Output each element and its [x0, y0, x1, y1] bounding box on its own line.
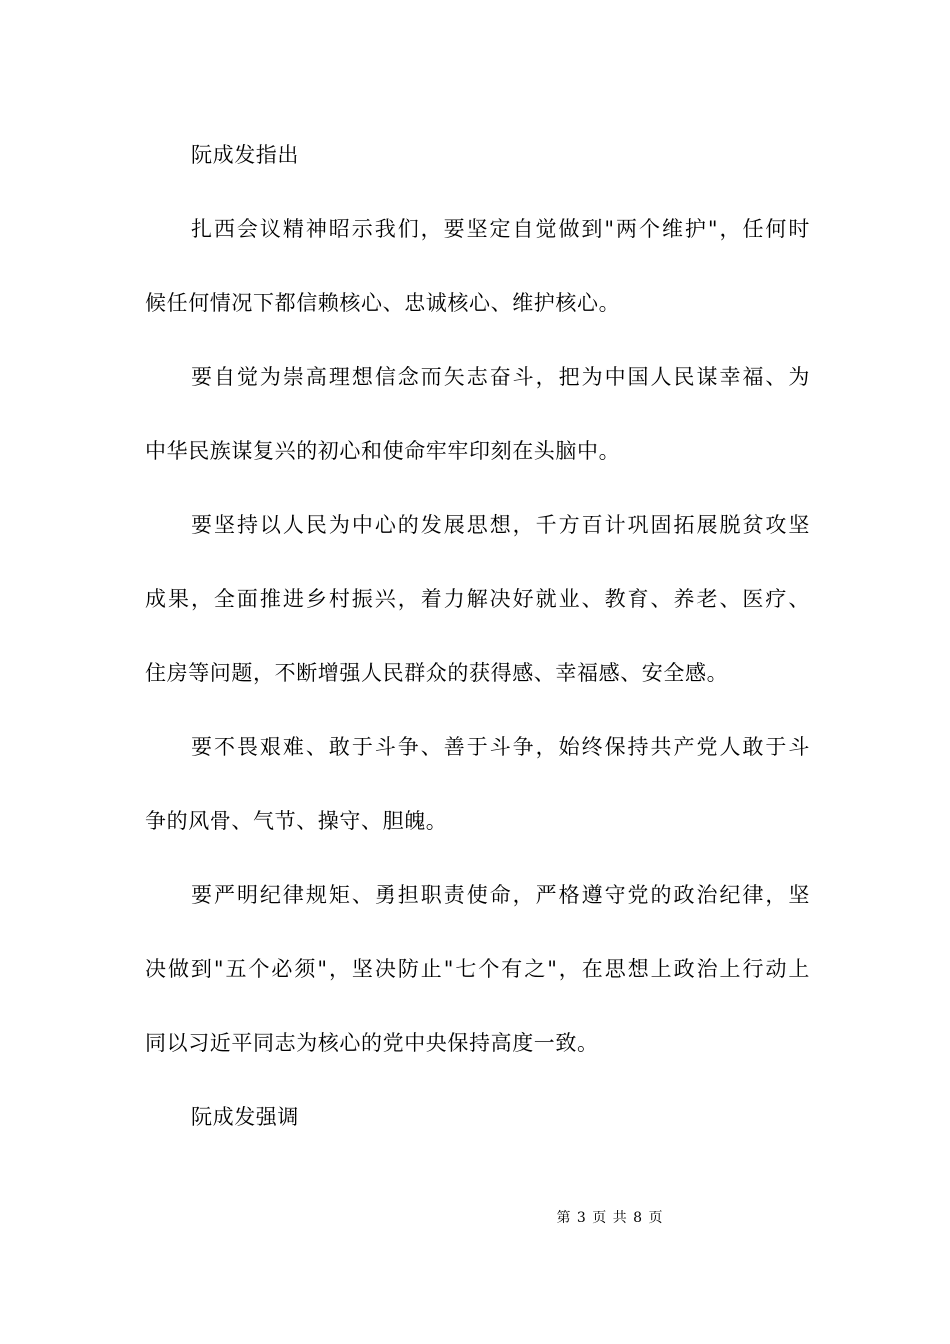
paragraph-3-line-3: 住房等问题，不断增强人民群众的获得感、幸福感、安全感。 — [145, 661, 729, 685]
paragraph-heading-1: 阮成发指出 — [191, 143, 299, 167]
paragraph-4-line-1: 要不畏艰难、敢于斗争、善于斗争，始终保持共产党人敢于斗 — [191, 735, 810, 759]
paragraph-5-line-2: 决做到"五个必须"，坚决防止"七个有之"，在思想上政治上行动上 — [145, 957, 810, 981]
paragraph-2-line-1: 要自觉为崇高理想信念而矢志奋斗，把为中国人民谋幸福、为 — [191, 365, 810, 389]
paragraph-heading-2: 阮成发强调 — [191, 1105, 299, 1129]
paragraph-3-line-2: 成果，全面推进乡村振兴，着力解决好就业、教育、养老、医疗、 — [145, 587, 810, 611]
page-footer — [0, 1208, 950, 1228]
paragraph-5-line-1: 要严明纪律规矩、勇担职责使命，严格遵守党的政治纪律，坚 — [191, 883, 810, 907]
page-number: 第 3 页 共 8 页 — [556, 1210, 664, 1226]
paragraph-5-line-3: 同以习近平同志为核心的党中央保持高度一致。 — [145, 1031, 599, 1055]
paragraph-1-line-1: 扎西会议精神昭示我们，要坚定自觉做到"两个维护"，任何时 — [191, 217, 810, 241]
paragraph-4-line-2: 争的风骨、气节、操守、胆魄。 — [145, 809, 448, 833]
paragraph-2-line-2: 中华民族谋复兴的初心和使命牢牢印刻在头脑中。 — [145, 439, 621, 463]
paragraph-3-line-1: 要坚持以人民为中心的发展思想，千方百计巩固拓展脱贫攻坚 — [191, 513, 810, 537]
paragraph-1-line-2: 候任何情况下都信赖核心、忠诚核心、维护核心。 — [145, 291, 621, 315]
